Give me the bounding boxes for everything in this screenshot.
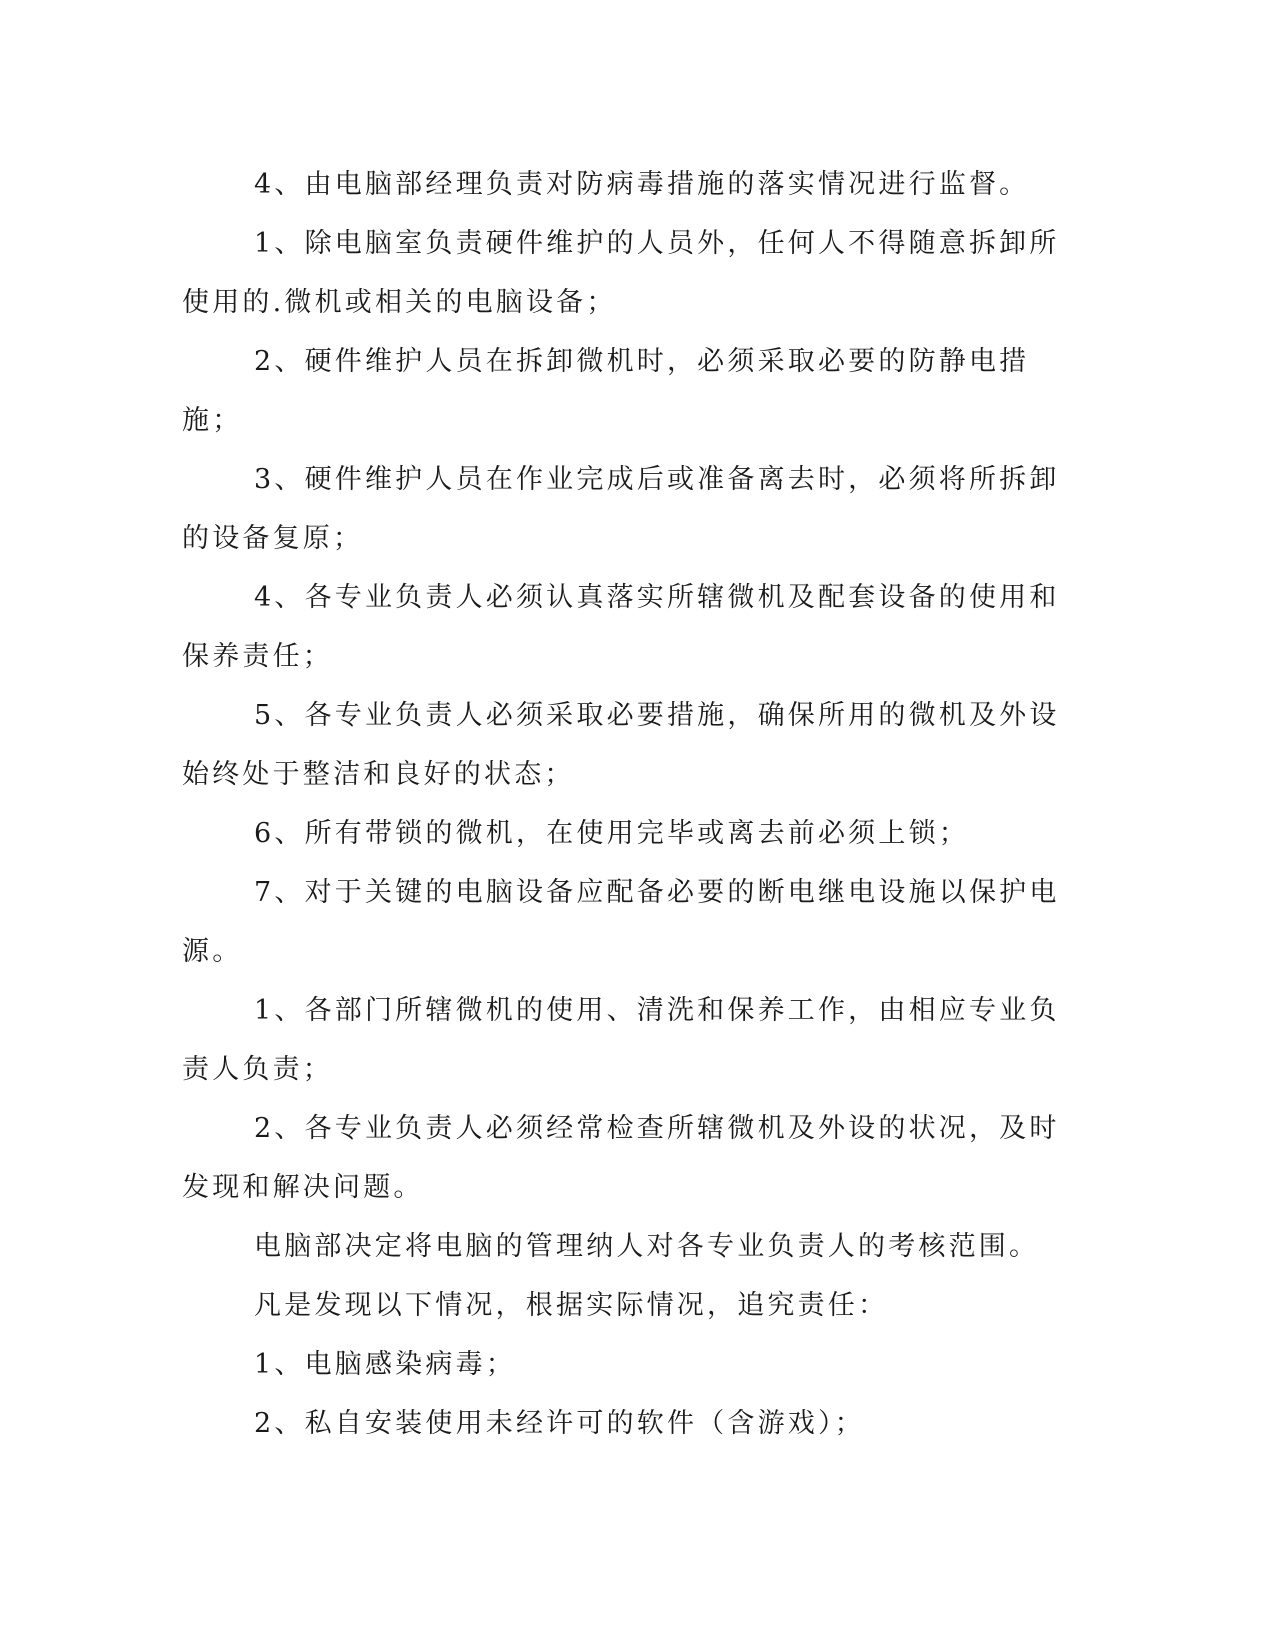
- paragraph-6: 5、各专业负责人必须采取必要措施，确保所用的微机及外设始终处于整洁和良好的状态；: [182, 700, 1060, 790]
- paragraph-5: 4、各专业负责人必须认真落实所辖微机及配套设备的使用和保养责任；: [182, 582, 1060, 672]
- paragraph-9: 1、各部门所辖微机的使用、清洗和保养工作，由相应专业负责人负责；: [182, 995, 1060, 1085]
- document-page: [182, 155, 1062, 1453]
- paragraph-4: 3、硬件维护人员在作业完成后或准备离去时，必须将所拆卸的设备复原；: [182, 464, 1060, 554]
- paragraph-3: 2、硬件维护人员在拆卸微机时，必须采取必要的防静电措施；: [182, 346, 1030, 436]
- paragraph-14: 2、私自安装使用未经许可的软件（含游戏）；: [254, 1408, 865, 1439]
- paragraph-8: 7、对于关键的电脑设备应配备必要的断电继电设施以保护电源。: [182, 877, 1060, 967]
- paragraph-11: 电脑部决定将电脑的管理纳人对各专业负责人的考核范围。: [254, 1231, 1040, 1262]
- paragraph-10: 2、各专业负责人必须经常检查所辖微机及外设的状况，及时发现和解决问题。: [182, 1113, 1060, 1203]
- paragraph-12: 凡是发现以下情况，根据实际情况，追究责任：: [254, 1290, 889, 1321]
- paragraph-2: 1、除电脑室负责硬件维护的人员外，任何人不得随意拆卸所使用的.微机或相关的电脑设备；: [182, 228, 1060, 318]
- paragraph-1: 4、由电脑部经理负责对防病毒措施的落实情况进行监督。: [254, 169, 1030, 200]
- paragraph-13: 1、电脑感染病毒；: [254, 1349, 516, 1380]
- paragraph-7: 6、所有带锁的微机，在使用完毕或离去前必须上锁；: [254, 818, 969, 849]
